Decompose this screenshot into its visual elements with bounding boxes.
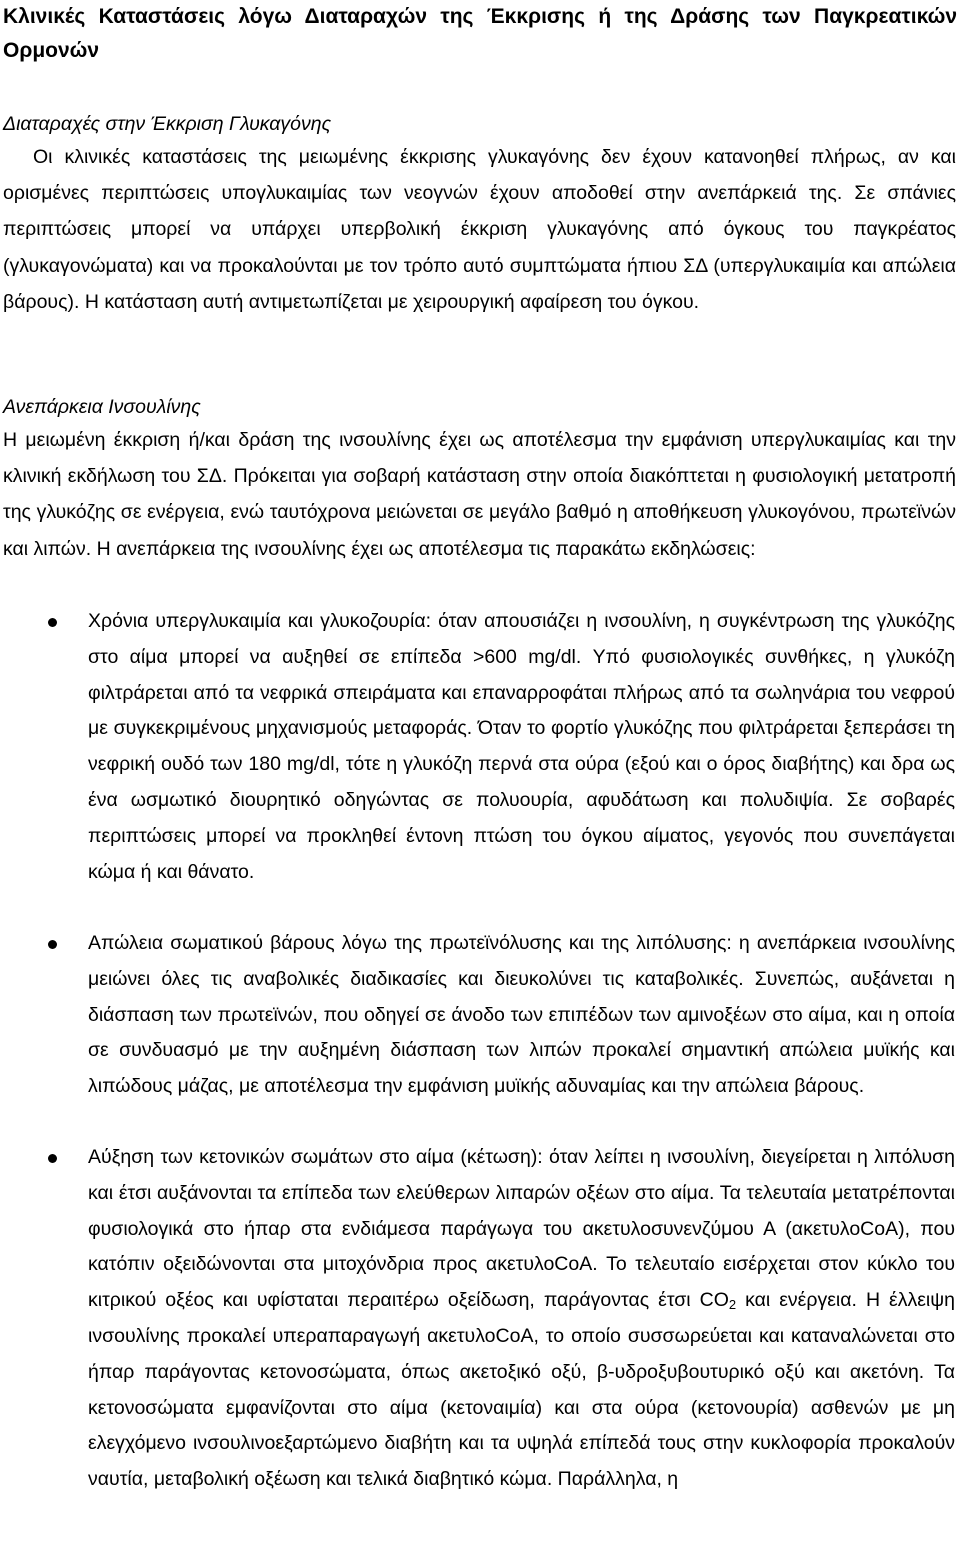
list-item-text: Χρόνια υπεργλυκαιμία και γλυκοζουρία: όταν απουσιάζει η ινσουλίνη, η συγκέντρωση της γλυκόζης στο αίμα μπορεί να αυξηθεί σε επίπεδα >600 mg/dl. Υπό φυσιολογικές συνθήκες, η γλυκόζη φιλτράρεται από τα νεφρικά σπειράματα και επαναρροφάται πλήρως από τα σωληνάρια του νεφρού με συγκεκριμένους μηχανισμούς μεταφοράς. Όταν το φορτίο γλυκόζης που φιλτράρεται ξεπεράσει τη νεφρική ουδό των 180 mg/dl, τότε η γλυκόζη περνά στα ούρα (εξού και ο όρος διαβήτης) και δρα ως ένα ωσμωτικό διουρητικό οδηγώντας σε πολυουρία, αφυδάτωση και πολυδιψία. Σε σοβαρές περιπτώσεις μπορεί να προκληθεί έντονη πτώση του όγκου αίματος, γεγονός που συνεπάγεται κώμα ή και θάνατο. xyxy=(88,610,955,883)
list-item-text-part: και ενέργεια. Η έλλειψη ινσουλίνης προκαλεί υπεραπαραγωγή ακετυλοCoA, το οποίο συσσωρεύεται και καταναλώνεται στο ήπαρ παράγοντας κετονοσώματα, όπως ακετοξικό οξύ, β-υδροξυβουτυρικό οξύ και ακετόνη. Τα κετονοσώματα εμφανίζονται στο αίμα (κετοναιμία) και στα ούρα (κετονουρία) ασθενών με μη ελεγχόμενο ινσουλινοεξαρτώμενο διαβήτη και τα υψηλά επίπεδά τους στην κυκλοφορία προκαλούν ναυτία, μεταβολική οξέωση και τελικά διαβητικό κώμα. Παράλληλα, η xyxy=(88,1289,955,1491)
bullet-icon xyxy=(48,940,57,949)
list-item-text-part: Αύξηση των κετονικών σωμάτων στο αίμα (κέτωση): όταν λείπει η ινσουλίνη, διεγείρεται η λιπόλυση και έτσι αυξάνονται τα επίπεδα των ελεύθερων λιπαρών οξέων στο αίμα. Τα τελευταία μετατρέπονται φυσιολογικά στο ήπαρ στα ενδιάμεσα παράγωγα του ακετυλοσυνενζύμου Α (ακετυλοCoA), που κατόπιν οξειδώνονται στα μιτοχόνδρια προς ακετυλοCoA. Το τελευταίο εισέρχεται στον κύκλο του κιτρικού οξέος και υφίσταται περαιτέρω οξείδωση, παράγοντας έτσι CO xyxy=(88,1146,955,1312)
bullet-icon xyxy=(48,1154,57,1163)
subscript: 2 xyxy=(728,1297,737,1313)
document-title: Κλινικές Καταστάσεις λόγω Διαταραχών της Έκκρισης ή της Δράσης των Παγκρεατικών Ορμονών xyxy=(3,5,957,62)
paragraph-glucagon: Οι κλινικές καταστάσεις της μειωμένης έκκρισης γλυκαγόνης δεν έχουν κατανοηθεί πλήρως, αν και ορισμένες περιπτώσεις υπογλυκαιμίας των νεογνών έχουν αποδοθεί στην ανεπάρκειά της. Σε σπάνιες περιπτώσεις μπορεί να υπάρχει υπερβολική έκκριση γλυκαγόνης από όγκους του παγκρέατος (γλυκαγονώματα) και να προκαλούνται με τον τρόπο αυτό συμπτώματα ήπιου ΣΔ (υπεργλυκαιμία και απώλεια βάρους). Η κατάσταση αυτή αντιμετωπίζεται με χειρουργική αφαίρεση του όγκου. xyxy=(3,146,956,313)
list-item-text xyxy=(88,1140,955,1498)
list-item-text: Απώλεια σωματικού βάρους λόγω της πρωτεϊνόλυσης και της λιπόλυσης: η ανεπάρκεια ινσουλίνης μειώνει όλες τις αναβολικές διαδικασίες και διευκολύνει τις καταβολικές. Συνεπώς, αυξάνεται η διάσπαση των πρωτεϊνών, που οδηγεί σε άνοδο των επιπέδων των αμινοξέων στο αίμα, και η οποία σε συνδυασμό με την αυξημένη διάσπαση των λιπών προκαλεί σημαντική απώλεια μυϊκής και λιπώδους μάζας, με αποτέλεσμα την εμφάνιση μυϊκής αδυναμίας και την απώλεια βάρους. xyxy=(88,932,955,1098)
section-heading-insulin: Ανεπάρκεια Ινσουλίνης xyxy=(3,396,201,418)
section-heading-glucagon: Διαταραχές στην Έκκριση Γλυκαγόνης xyxy=(3,113,332,135)
paragraph-insulin: Η μειωμένη έκκριση ή/και δράση της ινσουλίνης έχει ως αποτέλεσμα την εμφάνιση υπεργλυκαιμίας και την κλινική εκδήλωση του ΣΔ. Πρόκειται για σοβαρή κατάσταση στην οποία διακόπτεται η φυσιολογική μετατροπή της γλυκόζης σε ενέργεια, ενώ ταυτόχρονα μειώνεται σε μεγάλο βαθμό η αποθήκευση γλυκογόνου, πρωτεϊνών και λιπών. Η ανεπάρκεια της ινσουλίνης έχει ως αποτέλεσμα τις παρακάτω εκδηλώσεις: xyxy=(3,429,956,560)
bullet-icon xyxy=(48,618,57,627)
